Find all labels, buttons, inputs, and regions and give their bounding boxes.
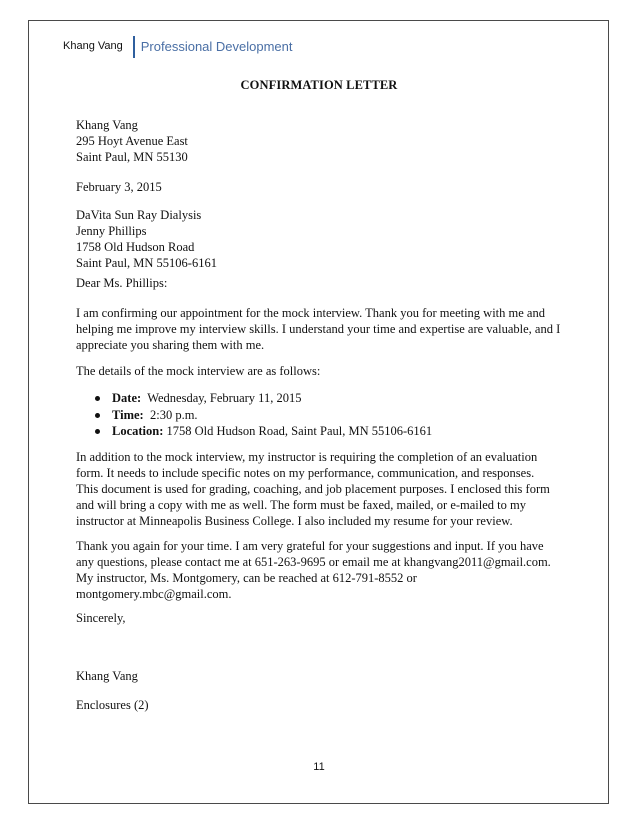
date-text: February 3, 2015	[76, 180, 162, 194]
page-header	[63, 36, 293, 60]
recipient-line: Saint Paul, MN 55106-6161	[76, 256, 217, 270]
paragraph-line: and will bring a copy with me as well. The form must be faxed, mailed, or e-mailed to my	[76, 498, 526, 512]
detail-label: Location:	[112, 424, 164, 438]
recipient-line: Jenny Phillips	[76, 224, 147, 238]
detail-value: Wednesday, February 11, 2015	[147, 391, 302, 405]
page-number: 11	[313, 761, 325, 773]
recipient-line: 1758 Old Hudson Road	[76, 240, 195, 254]
paragraph-line: In addition to the mock interview, my instructor is requiring the completion of an evaluation	[76, 450, 538, 464]
bullet-icon	[95, 413, 100, 418]
letter-date	[76, 179, 576, 195]
bullet-icon	[95, 429, 100, 434]
header-author: Khang Vang	[63, 40, 123, 52]
enclosures	[76, 697, 576, 713]
header-title: Professional Development	[140, 39, 293, 54]
sender-address	[76, 117, 576, 165]
paragraph-line: montgomery.mbc@gmail.com.	[76, 587, 232, 601]
enclosures-text: Enclosures (2)	[76, 698, 149, 712]
paragraph-line: any questions, please contact me at 651-263-9695 or email me at khangvang2011@gmail.com.	[76, 555, 551, 569]
salutation	[76, 275, 576, 291]
recipient-line: DaVita Sun Ray Dialysis	[76, 208, 202, 222]
details-intro-text: The details of the mock interview are as follows:	[76, 364, 321, 378]
paragraph-line: instructor at Minneapolis Business College. I also included my resume for your review.	[76, 514, 513, 528]
closing	[76, 610, 576, 626]
detail-value: 2:30 p.m.	[149, 407, 198, 422]
bullet-icon	[95, 396, 100, 401]
sender-line: Saint Paul, MN 55130	[76, 150, 188, 164]
signature	[76, 668, 576, 684]
closing-text: Sincerely,	[76, 611, 126, 625]
details-intro	[76, 363, 576, 379]
detail-value: 1758 Old Hudson Road, Saint Paul, MN 55106-6161	[166, 424, 433, 438]
paragraph-line: I am confirming our appointment for the mock interview. Thank you for meeting with me and	[76, 306, 545, 320]
paragraph-intro	[76, 305, 576, 353]
salutation-text: Dear Ms. Phillips:	[76, 276, 168, 290]
detail-label: Time:	[112, 407, 144, 422]
paragraph-thanks	[76, 538, 576, 602]
detail-label: Date:	[112, 391, 142, 405]
header-divider	[133, 36, 135, 58]
paragraph-line: form. It needs to include specific notes on my performance, communication, and responses.	[76, 466, 535, 480]
paragraph-line: This document is used for grading, coaching, and job placement purposes. I enclosed this form	[76, 482, 550, 496]
letter-title: CONFIRMATION LETTER	[240, 78, 398, 92]
paragraph-line: Thank you again for your time. I am very grateful for your suggestions and input. If you have	[76, 539, 544, 553]
paragraph-line: helping me improve my interview skills. I understand your time and expertise are valuable, and I	[76, 322, 561, 336]
sender-line: 295 Hoyt Avenue East	[76, 134, 188, 148]
paragraph-line: My instructor, Ms. Montgomery, can be reached at 612-791-8552 or	[76, 571, 417, 585]
paragraph-line: appreciate you sharing them with me.	[76, 338, 265, 352]
signature-text: Khang Vang	[76, 669, 138, 683]
recipient-address	[76, 207, 576, 271]
paragraph-evaluation	[76, 449, 576, 529]
sender-line: Khang Vang	[76, 118, 138, 132]
